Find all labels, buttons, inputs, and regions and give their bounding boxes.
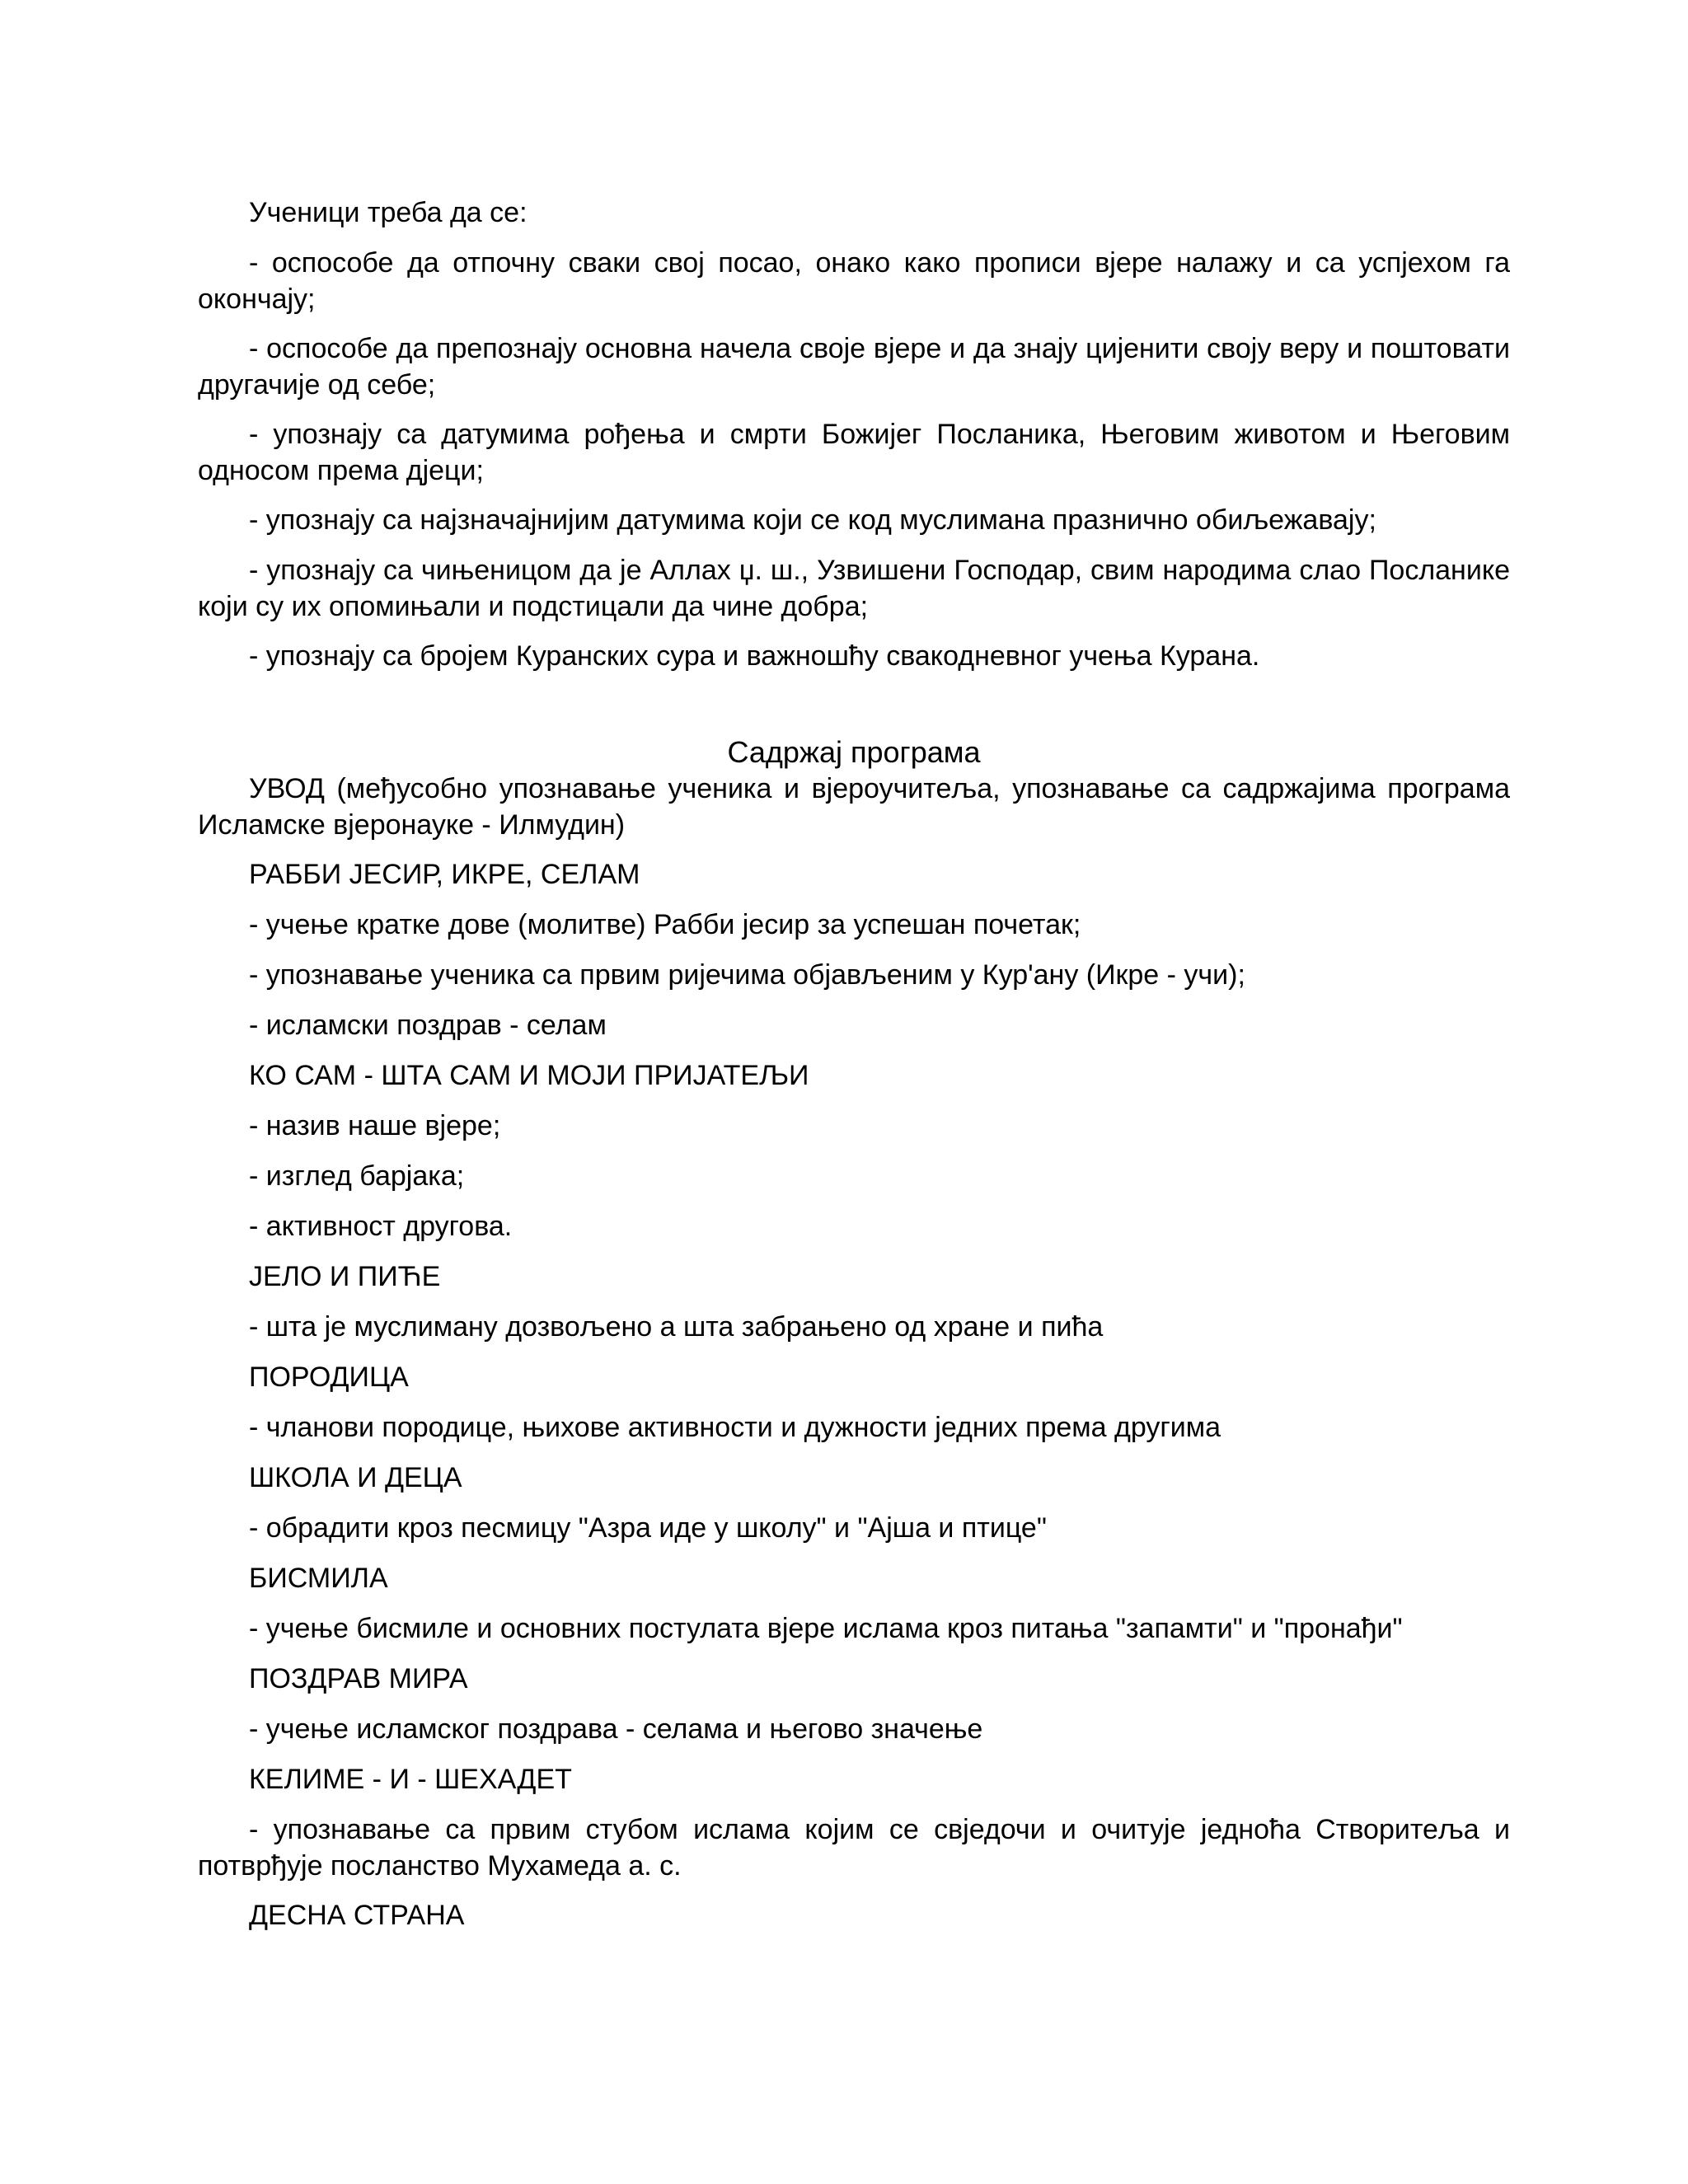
content-title: Садржај програма [727,735,981,769]
section-heading: КЕЛИМЕ - И - ШЕХАДЕТ [249,1764,572,1795]
content-intro: УВОД (међусобно упознавање ученика и вјероучитеља, упознавање са садржајима програма Исламске вјеронауке - Илмудин) [198,773,1510,841]
section-item: - упознавање са првим стубом ислама којим се свједочи и очитује једноћа Створитеља и потврђује посланство Мухамеда а. с. [198,1814,1510,1882]
section-heading: РАББИ ЈЕСИР, ИКРЕ, СЕЛАМ [249,859,640,890]
section-item: - учење кратке дове (молитве) Рабби јесир за успешан почетак; [249,909,1081,940]
goal-item: - упознају са најзначајнијим датумима који се код муслимана празнично обиљежавају; [249,504,1376,536]
section-item: - учење бисмиле и основних постулата вјере ислама кроз питања "запамти" и "пронађи" [249,1613,1403,1644]
section-heading: ДЕСНА СТРАНА [249,1900,465,1931]
section-heading: ШКОЛА И ДЕЦА [249,1462,462,1493]
goal-item: - упознају са датумима рођења и смрти Божијег Посланика, Његовим животом и Његовим односом према дјеци; [198,419,1510,486]
section-heading: ПОРОДИЦА [249,1361,409,1393]
section-item: - исламски поздрав - селам [249,1010,607,1041]
goal-item: - оспособе да препознају основна начела своје вјере и да знају цијенити своју веру и поштовати другачије од себе; [198,333,1510,401]
goal-item: - упознају са чињеницом да је Аллах џ. ш., Узвишени Господар, свим народима слао Посланике који су их опомињали и подстицали да чине добра; [198,555,1510,622]
section-item: - учење исламског поздрава - селама и његово значење [249,1713,983,1745]
section-heading: КО САМ - ШТА САМ И МОЈИ ПРИЈАТЕЉИ [249,1060,809,1091]
section-item: - изглед барјака; [249,1160,465,1192]
goals-intro: Ученици треба да се: [249,197,528,228]
section-item: - назив наше вјере; [249,1110,501,1141]
section-item: - шта је муслиману дозвољено а шта забрањено од хране и пића [249,1311,1104,1343]
section-item: - обрадити кроз песмицу "Азра иде у школу" и "Ајша и птице" [249,1512,1047,1544]
section-item: - активност другова. [249,1211,513,1242]
section-heading: БИСМИЛА [249,1563,388,1594]
goal-item: - упознају са бројем Куранских сура и важношћу свакодневног учења Курана. [249,640,1260,672]
goal-item: - оспособе да отпочну сваки свој посао, онако како прописи вјере налажу и са успјехом га окончају; [198,247,1510,315]
document-page [198,0,1510,2184]
section-item: - упознавање ученика са првим ријечима објављеним у Кур'ану (Икре - учи); [249,959,1245,991]
section-heading: ПОЗДРАВ МИРА [249,1663,468,1694]
section-heading: ЈЕЛО И ПИЋЕ [249,1261,441,1292]
section-item: - чланови породице, њихове активности и дужности једних према другима [249,1412,1221,1443]
